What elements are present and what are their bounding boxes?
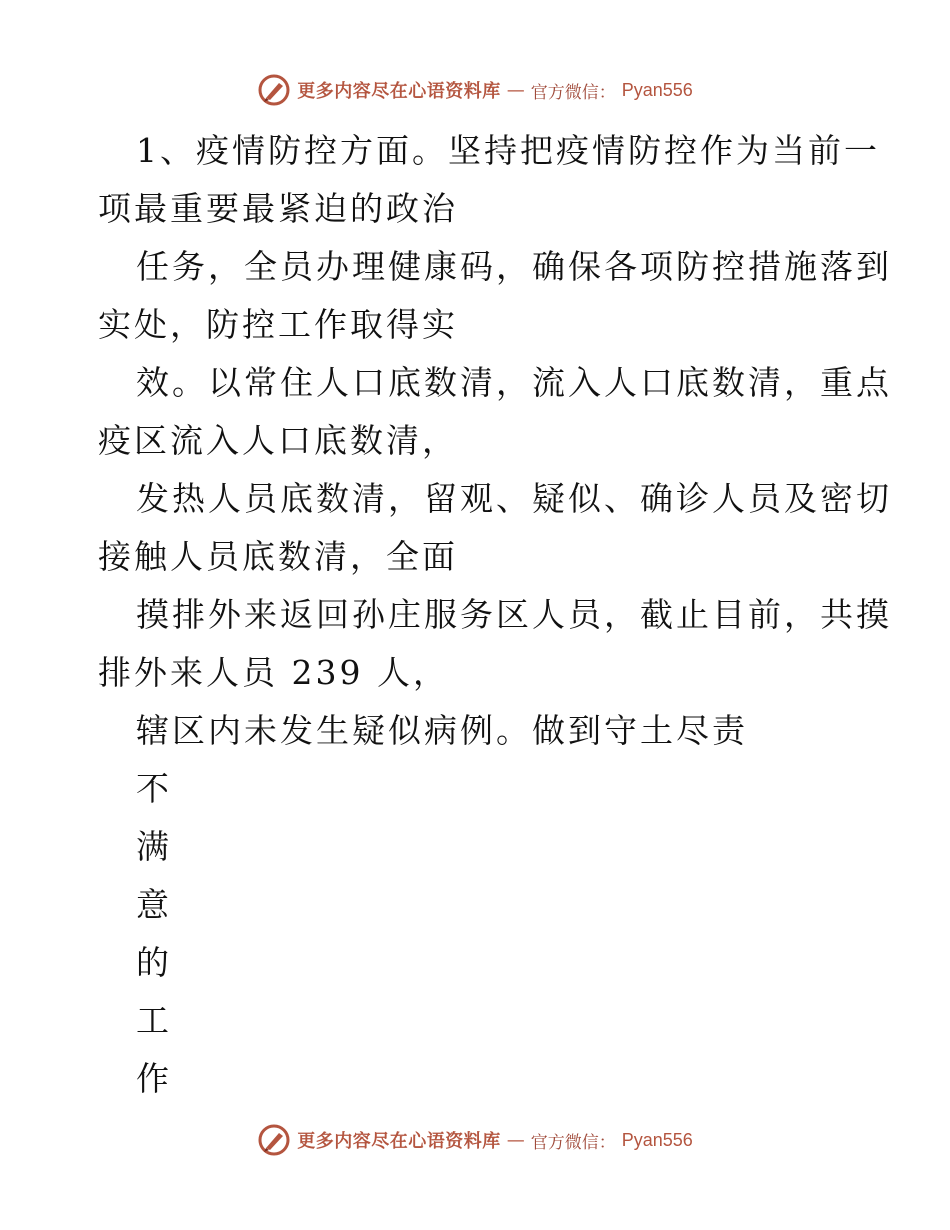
footer-wechat-label: 官方微信： (530, 1132, 616, 1153)
body-line-4: 实处，防控工作取得实 (98, 305, 458, 344)
body-line-1: 1、疫情防控方面。坚持把疫情防控作为当前一 (136, 131, 880, 170)
header-wechat-id: Pyan556 (621, 79, 693, 100)
body-line-10: 排外来人员 239 人， (98, 653, 449, 692)
header-banner (0, 70, 950, 110)
body-line-9: 摸排外来返回孙庄服务区人员，截止目前，共摸 (136, 595, 892, 634)
body-line-16: 工 (136, 1001, 172, 1040)
pen-logo-icon (257, 1123, 291, 1157)
footer-wechat-id: Pyan556 (621, 1129, 693, 1150)
body-line-5: 效。以常住人口底数清，流入人口底数清，重点 (136, 363, 892, 402)
body-line-14: 意 (136, 885, 172, 924)
footer-separator: — (506, 1129, 525, 1151)
footer-site-text: 更多内容尽在心语资料库 (297, 1131, 501, 1152)
body-line-13: 满 (136, 827, 172, 866)
body-line-15: 的 (136, 943, 172, 982)
footer-banner (0, 1120, 950, 1160)
body-line-11: 辖区内未发生疑似病例。做到守土尽责 (136, 711, 748, 750)
header-wechat-label: 官方微信： (530, 82, 616, 103)
body-line-6: 疫区流入人口底数清， (98, 421, 458, 460)
body-line-7: 发热人员底数清，留观、疑似、确诊人员及密切 (136, 479, 892, 518)
pen-logo-icon (257, 73, 291, 107)
document-body (98, 122, 892, 1108)
body-line-3: 任务，全员办理健康码，确保各项防控措施落到 (136, 247, 892, 286)
body-line-17: 作 (136, 1059, 172, 1098)
header-site-text: 更多内容尽在心语资料库 (297, 81, 501, 102)
body-line-12: 不 (136, 769, 172, 808)
body-line-8: 接触人员底数清，全面 (98, 537, 458, 576)
body-line-2: 项最重要最紧迫的政治 (98, 189, 458, 228)
header-separator: — (506, 79, 525, 101)
